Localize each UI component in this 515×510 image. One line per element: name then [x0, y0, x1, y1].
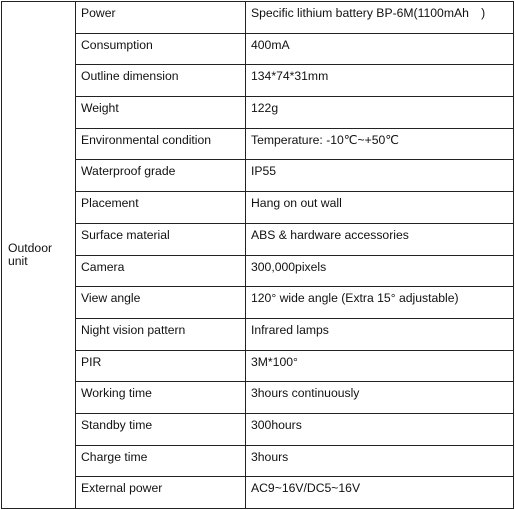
- spec-value: Hang on out wall: [246, 192, 514, 224]
- table-row: [2, 445, 514, 477]
- spec-label: Consumption: [76, 33, 246, 65]
- spec-label: Waterproof grade: [76, 160, 246, 192]
- spec-value: ABS & hardware accessories: [246, 223, 514, 255]
- spec-value: 120° wide angle (Extra 15° adjustable): [246, 287, 514, 319]
- spec-label: PIR: [76, 350, 246, 382]
- spec-label: Weight: [76, 97, 246, 129]
- table-row: [2, 255, 514, 287]
- spec-table: [1, 1, 514, 509]
- table-row: [2, 413, 514, 445]
- spec-label: External power: [76, 477, 246, 509]
- table-row: [2, 2, 514, 34]
- spec-value: 3hours continuously: [246, 382, 514, 414]
- category-cell: Outdoor unit: [2, 2, 76, 509]
- spec-value: Infrared lamps: [246, 318, 514, 350]
- table-row: [2, 160, 514, 192]
- table-row: [2, 97, 514, 129]
- table-row: [2, 223, 514, 255]
- spec-value: Temperature: -10℃~+50℃: [246, 128, 514, 160]
- spec-label: Placement: [76, 192, 246, 224]
- spec-label: Power: [76, 2, 246, 34]
- table-row: [2, 128, 514, 160]
- spec-value: 400mA: [246, 33, 514, 65]
- spec-value: IP55: [246, 160, 514, 192]
- spec-value: 300hours: [246, 413, 514, 445]
- spec-label: Night vision pattern: [76, 318, 246, 350]
- spec-value: 3hours: [246, 445, 514, 477]
- spec-label: Environmental condition: [76, 128, 246, 160]
- spec-value: AC9~16V/DC5~16V: [246, 477, 514, 509]
- spec-value: 122g: [246, 97, 514, 129]
- spec-value: 300,000pixels: [246, 255, 514, 287]
- table-row: [2, 287, 514, 319]
- spec-label: View angle: [76, 287, 246, 319]
- spec-label: Camera: [76, 255, 246, 287]
- table-row: [2, 33, 514, 65]
- spec-label: Surface material: [76, 223, 246, 255]
- spec-value: Specific lithium battery BP-6M(1100mAh ): [246, 2, 514, 34]
- table-row: [2, 65, 514, 97]
- spec-label: Charge time: [76, 445, 246, 477]
- spec-label: Standby time: [76, 413, 246, 445]
- spec-value: 3M*100°: [246, 350, 514, 382]
- table-row: [2, 350, 514, 382]
- table-row: [2, 192, 514, 224]
- spec-table-body: [2, 2, 514, 509]
- table-row: [2, 382, 514, 414]
- spec-value: 134*74*31mm: [246, 65, 514, 97]
- spec-label: Outline dimension: [76, 65, 246, 97]
- spec-label: Working time: [76, 382, 246, 414]
- table-row: [2, 318, 514, 350]
- table-row: [2, 477, 514, 509]
